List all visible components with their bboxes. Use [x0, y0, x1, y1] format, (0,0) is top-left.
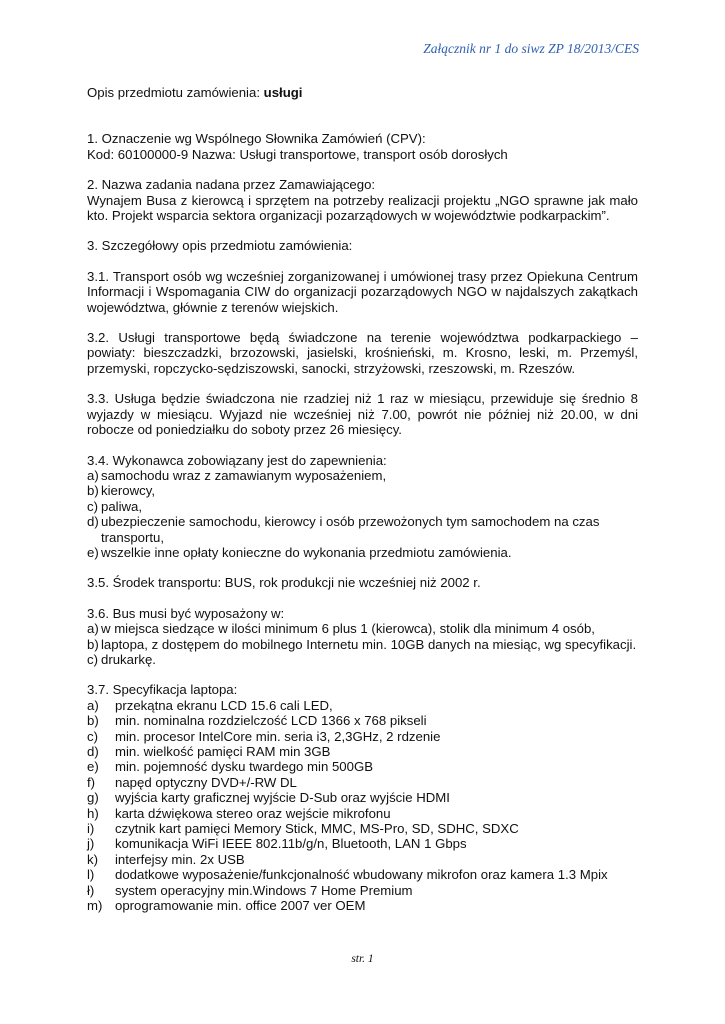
section-3-4-list: [87, 468, 638, 560]
section-3-1: 3.1. Transport osób wg wcześniej zorganizowanej i umówionej trasy przez Opiekuna Centrum Informacji i Wspomagania CIW do organizacji pozarządowych NGO w najdalszych zakątkach województwa, głównie z terenów wiejskich.: [87, 268, 638, 315]
list-item: [87, 621, 638, 636]
list-marker: a): [87, 621, 99, 637]
section-3-4-title: 3.4. Wykonawca zobowiązany jest do zapewnienia:: [87, 452, 387, 468]
list-item: [87, 483, 638, 498]
list-item: [87, 744, 638, 759]
list-marker: e): [87, 759, 99, 775]
list-item-text: wszelkie inne opłaty konieczne do wykonania przedmiotu zamówienia.: [101, 544, 512, 560]
section-2-title: 2. Nazwa zadania nadana przez Zamawiającego:: [87, 177, 376, 193]
list-marker: c): [87, 651, 98, 667]
section-3-5: 3.5. Środek transportu: BUS, rok produkcji nie wcześniej niż 2002 r.: [87, 575, 481, 591]
list-marker: l): [87, 867, 95, 883]
list-item-text: interfejsy min. 2x USB: [115, 851, 245, 867]
list-marker: b): [87, 713, 99, 729]
section-3-6: [87, 606, 638, 668]
list-item: [87, 821, 638, 836]
list-item-text: kierowcy,: [101, 483, 155, 499]
list-item: [87, 468, 638, 483]
list-marker: g): [87, 790, 99, 806]
subject-line: [87, 85, 638, 100]
list-marker: m): [87, 898, 103, 914]
list-item-text: min. procesor IntelCore min. seria i3, 2,3GHz, 2 rdzenie: [115, 728, 441, 744]
list-item-text: laptopa, z dostępem do mobilnego Internetu min. 10GB danych na miesiąc, wg specyfikacji.: [101, 636, 637, 652]
list-item-text: oprogramowanie min. office 2007 ver OEM: [115, 898, 366, 914]
list-marker: d): [87, 514, 99, 530]
list-item-text: ubezpieczenie samochodu, kierowcy i osób przewożonych tym samochodem na czas transportu,: [101, 514, 600, 545]
section-3-title: 3. Szczegółowy opis przedmiotu zamówienia:: [87, 238, 353, 254]
section-2: [87, 177, 638, 223]
section-3-4: [87, 453, 638, 561]
list-item-text: min. nominalna rozdzielczość LCD 1366 x 768 pikseli: [115, 713, 427, 729]
list-item: [87, 698, 638, 713]
list-item: [87, 836, 638, 851]
document-body: [87, 85, 638, 928]
list-item-text: dodatkowe wyposażenie/funkcjonalność wbudowany mikrofon oraz kamera 1.3 Mpix: [115, 867, 608, 883]
list-item-text: komunikacja WiFi IEEE 802.11b/g/n, Bluetooth, LAN 1 Gbps: [115, 836, 467, 852]
section-1-title: 1. Oznaczenie wg Wspólnego Słownika Zamówień (CPV):: [87, 131, 426, 147]
list-item: [87, 545, 638, 560]
list-item-text: przekątna ekranu LCD 15.6 cali LED,: [115, 697, 333, 713]
list-item: [87, 775, 638, 790]
list-item: [87, 806, 638, 821]
list-item: [87, 759, 638, 774]
section-1-text: Kod: 60100000-9 Nazwa: Usługi transportowe, transport osób dorosłych: [87, 146, 508, 162]
list-marker: a): [87, 697, 99, 713]
list-item-text: karta dźwiękowa stereo oraz wejście mikrofonu: [115, 805, 391, 821]
list-item-text: samochodu wraz z zamawianym wyposażeniem,: [101, 467, 387, 483]
list-marker: a): [87, 467, 99, 483]
list-item: [87, 852, 638, 867]
section-3-6-list: [87, 621, 638, 667]
attachment-header: Załącznik nr 1 do siwz ZP 18/2013/CES: [423, 41, 639, 56]
list-item-text: w miejsca siedzące w ilości minimum 6 plus 1 (kierowca), stolik dla minimum 4 osób,: [101, 621, 595, 637]
list-item: [87, 514, 638, 545]
section-3-7: [87, 682, 638, 913]
section-1: [87, 131, 638, 162]
section-3-3: 3.3. Usługa będzie świadczona nie rzadziej niż 1 raz w miesiącu, przewiduje się średnio 8 wyjazdy w miesiącu. Wyjazd nie wcześniej niż 7.00, powrót nie później niż 20.00, w dni robocze od poniedziałku do soboty przez 26 miesięcy.: [87, 391, 638, 438]
section-3-7-title: 3.7. Specyfikacja laptopa:: [87, 682, 238, 698]
list-marker: f): [87, 774, 96, 790]
section-3-7-list: [87, 698, 638, 914]
list-marker: e): [87, 544, 99, 560]
list-item-text: system operacyjny min.Windows 7 Home Premium: [115, 882, 413, 898]
list-item: [87, 883, 638, 898]
page-number: str. 1: [351, 953, 374, 965]
list-item: [87, 652, 638, 667]
list-marker: b): [87, 483, 99, 499]
list-marker: b): [87, 636, 99, 652]
list-marker: h): [87, 805, 99, 821]
list-marker: c): [87, 498, 98, 514]
list-item-text: wyjścia karty graficznej wyjście D-Sub oraz wyjście HDMI: [115, 790, 450, 806]
subject-value: usługi: [263, 85, 303, 100]
subject-label: Opis przedmiotu zamówienia:: [87, 85, 264, 100]
list-item-text: drukarkę.: [101, 651, 156, 667]
list-marker: j): [87, 836, 95, 852]
section-3-2: 3.2. Usługi transportowe będą świadczone na terenie województwa podkarpackiego – powiaty: bieszczadzki, brzozowski, jasielski, krośnieński, m. Krosno, leski, m. Przemyśl, przemyski, ropczycko-sędziszowski, sanocki, strzyżowski, rzeszowski, m. Rzeszów.: [87, 330, 638, 376]
list-item-text: paliwa,: [101, 498, 143, 514]
list-item-text: min. wielkość pamięci RAM min 3GB: [115, 744, 331, 759]
list-marker: ł): [87, 882, 95, 898]
list-item: [87, 898, 638, 913]
list-marker: c): [87, 728, 98, 744]
list-item: [87, 867, 638, 882]
list-item-text: napęd optyczny DVD+/-RW DL: [115, 774, 297, 790]
list-item-text: min. pojemność dysku twardego min 500GB: [115, 759, 374, 775]
section-2-text: Wynajem Busa z kierowcą i sprzętem na potrzeby realizacji projektu „NGO sprawne jak mało kto. Projekt wsparcia sektora organizacji pozarządowych w województwie podkarpackim”.: [87, 192, 638, 224]
list-item: [87, 790, 638, 805]
list-item: [87, 499, 638, 514]
list-item: [87, 713, 638, 728]
list-marker: k): [87, 851, 98, 867]
section-3-6-title: 3.6. Bus musi być wyposażony w:: [87, 605, 285, 621]
list-item: [87, 729, 638, 744]
list-item: [87, 637, 638, 652]
list-marker: i): [87, 821, 95, 837]
list-marker: d): [87, 744, 99, 759]
list-item-text: czytnik kart pamięci Memory Stick, MMC, MS-Pro, SD, SDHC, SDXC: [115, 821, 519, 837]
